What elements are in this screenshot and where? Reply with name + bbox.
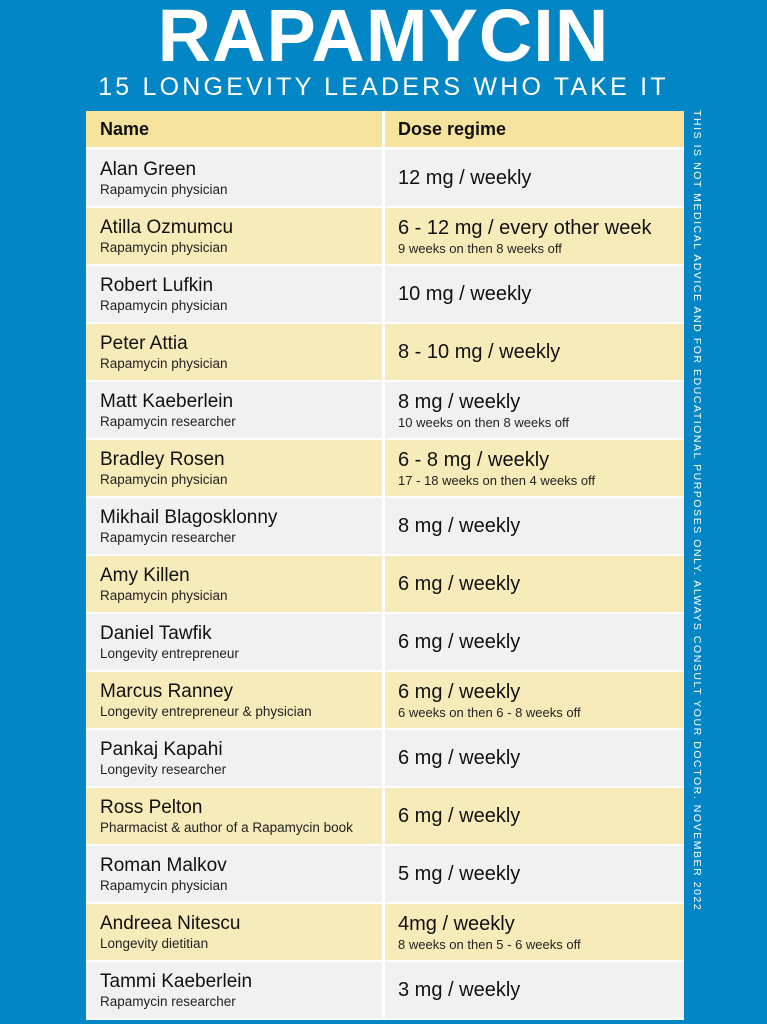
name-cell (86, 440, 382, 496)
person-role: Rapamycin physician (100, 877, 228, 893)
table-row (86, 962, 684, 1018)
table-row (86, 382, 684, 438)
dose-value: 6 mg / weekly (398, 573, 521, 595)
person-name: Pankaj Kapahi (100, 738, 223, 760)
name-cell (86, 904, 382, 960)
table-row (86, 904, 684, 960)
dose-cell (385, 904, 684, 960)
person-role: Rapamycin physician (100, 239, 228, 255)
person-role: Longevity researcher (100, 761, 227, 777)
person-name: Atilla Ozmumcu (100, 216, 234, 238)
table-row (86, 730, 684, 786)
dose-value: 10 mg / weekly (398, 283, 532, 305)
person-role: Longevity dietitian (100, 935, 209, 951)
dose-note: 6 weeks on then 6 - 8 weeks off (398, 704, 581, 720)
person-role: Rapamycin physician (100, 587, 228, 603)
dose-cell (385, 208, 684, 264)
dose-cell (385, 730, 684, 786)
person-role: Longevity entrepreneur & physician (100, 703, 312, 719)
name-cell (86, 614, 382, 670)
disclaimer (690, 110, 704, 910)
person-name: Matt Kaeberlein (100, 390, 234, 412)
person-role: Rapamycin researcher (100, 413, 236, 429)
person-role: Rapamycin researcher (100, 529, 236, 545)
table-row (86, 324, 684, 380)
person-name: Alan Green (100, 158, 197, 180)
disclaimer-text: THIS IS NOT MEDICAL ADVICE AND FOR EDUCATIONAL PURPOSES ONLY. ALWAYS CONSULT YOUR DOCTOR. NOVEMBER 2022 (691, 110, 703, 912)
table-row (86, 440, 684, 496)
person-name: Bradley Rosen (100, 448, 225, 470)
person-role: Rapamycin physician (100, 471, 228, 487)
page-subtitle: 15 LONGEVITY LEADERS WHO TAKE IT (98, 73, 669, 101)
name-cell (86, 208, 382, 264)
dose-note: 8 weeks on then 5 - 6 weeks off (398, 936, 581, 952)
table-row (86, 846, 684, 902)
dose-cell (385, 150, 684, 206)
dose-cell (385, 498, 684, 554)
table-row (86, 788, 684, 844)
dose-value: 12 mg / weekly (398, 167, 532, 189)
page-title: RAPAMYCIN (157, 0, 610, 77)
table-row (86, 614, 684, 670)
person-role: Longevity entrepreneur (100, 645, 239, 661)
dose-note: 10 weeks on then 8 weeks off (398, 414, 570, 430)
dose-cell (385, 440, 684, 496)
name-cell (86, 324, 382, 380)
person-name: Peter Attia (100, 332, 188, 354)
name-cell (86, 556, 382, 612)
dose-value: 6 mg / weekly (398, 747, 521, 769)
dose-note: 9 weeks on then 8 weeks off (398, 240, 562, 256)
table-header (86, 111, 684, 147)
dose-cell (385, 788, 684, 844)
dose-value: 8 mg / weekly (398, 515, 521, 537)
dose-value: 6 mg / weekly (398, 680, 521, 703)
dose-cell (385, 846, 684, 902)
person-role: Rapamycin physician (100, 297, 228, 313)
dose-cell (385, 672, 684, 728)
dose-value: 5 mg / weekly (398, 863, 521, 885)
dose-value: 4mg / weekly (398, 912, 515, 935)
dose-value: 8 mg / weekly (398, 390, 521, 413)
dose-value: 6 - 8 mg / weekly (398, 448, 550, 471)
person-name: Tammi Kaeberlein (100, 970, 253, 992)
name-cell (86, 846, 382, 902)
dose-value: 6 mg / weekly (398, 631, 521, 653)
name-cell (86, 266, 382, 322)
table-row (86, 556, 684, 612)
name-cell (86, 788, 382, 844)
person-role: Rapamycin physician (100, 355, 228, 371)
name-cell (86, 498, 382, 554)
header-name: Name (86, 111, 382, 147)
person-name: Andreea Nitescu (100, 912, 241, 934)
person-role: Pharmacist & author of a Rapamycin book (100, 819, 353, 835)
name-cell (86, 382, 382, 438)
dose-note: 17 - 18 weeks on then 4 weeks off (398, 472, 596, 488)
dose-cell (385, 962, 684, 1018)
name-cell (86, 730, 382, 786)
table-row (86, 266, 684, 322)
dose-value: 8 - 10 mg / weekly (398, 341, 561, 363)
dose-value: 6 mg / weekly (398, 805, 521, 827)
person-role: Rapamycin researcher (100, 993, 236, 1009)
dose-cell (385, 324, 684, 380)
table-row (86, 672, 684, 728)
person-name: Ross Pelton (100, 796, 203, 818)
table-row (86, 208, 684, 264)
name-cell (86, 962, 382, 1018)
person-name: Robert Lufkin (100, 274, 214, 296)
dose-value: 6 - 12 mg / every other week (398, 216, 652, 239)
name-cell (86, 150, 382, 206)
dose-value: 3 mg / weekly (398, 979, 521, 1001)
dose-cell (385, 266, 684, 322)
person-role: Rapamycin physician (100, 181, 228, 197)
dose-table (86, 111, 684, 1020)
person-name: Daniel Tawfik (100, 622, 212, 644)
dose-cell (385, 382, 684, 438)
person-name: Mikhail Blagosklonny (100, 506, 278, 528)
table-row (86, 150, 684, 206)
dose-cell (385, 614, 684, 670)
person-name: Roman Malkov (100, 854, 227, 876)
dose-cell (385, 556, 684, 612)
name-cell (86, 672, 382, 728)
person-name: Amy Killen (100, 564, 190, 586)
header-dose: Dose regime (385, 111, 684, 147)
person-name: Marcus Ranney (100, 680, 234, 702)
table-row (86, 498, 684, 554)
